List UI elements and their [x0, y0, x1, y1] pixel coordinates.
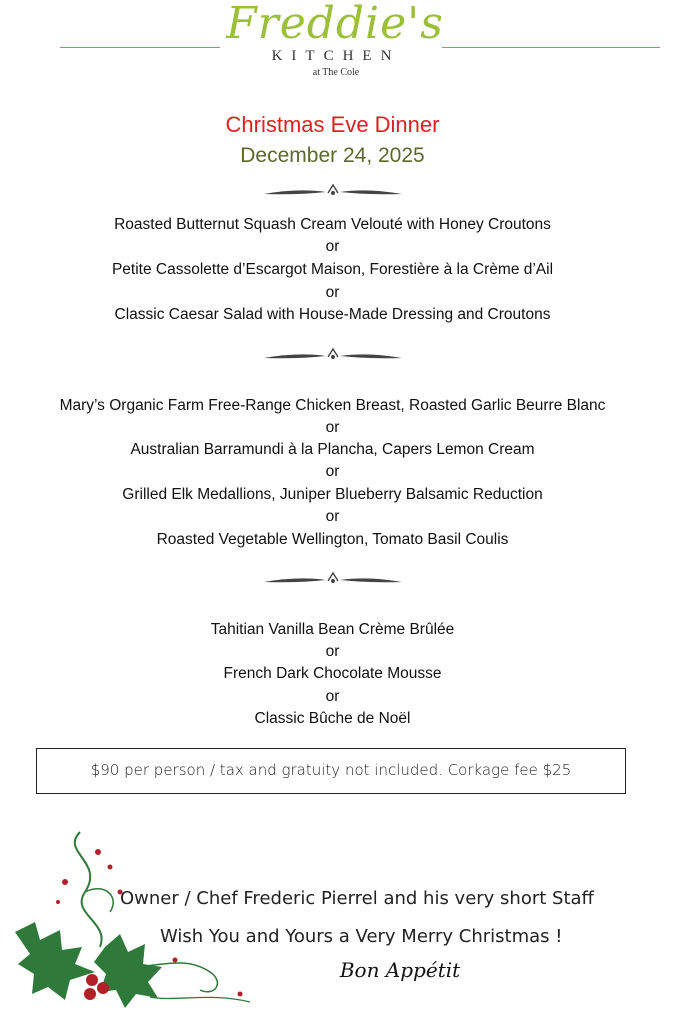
or-separator: or [325, 508, 340, 525]
or-separator: or [325, 419, 340, 436]
or-separator: or [325, 643, 340, 660]
holly-icon [10, 822, 270, 1022]
price-text: $90 per person / tax and gratuity not included. Corkage fee $25 [90, 761, 572, 779]
logo-subtitle: at The Cole [312, 67, 360, 78]
dessert-item: Classic Bûche de Noël [254, 710, 411, 727]
event-title: Christmas Eve Dinner [225, 112, 440, 137]
divider-ornament-icon [262, 570, 404, 586]
or-separator: or [325, 238, 340, 255]
main-item: Mary’s Organic Farm Free-Range Chicken Breast, Roasted Garlic Beurre Blanc [59, 397, 606, 414]
starter-item: Roasted Butternut Squash Cream Velouté with Honey Croutons [114, 216, 551, 233]
main-item: Roasted Vegetable Wellington, Tomato Basil Coulis [156, 531, 509, 548]
starter-item: Classic Caesar Salad with House-Made Dressing and Croutons [114, 306, 551, 323]
main-item: Grilled Elk Medallions, Juniper Blueberry Balsamic Reduction [122, 486, 543, 503]
divider-ornament-icon [262, 346, 404, 362]
logo-script: Freddie's [226, 0, 444, 49]
logo-kitchen: KITCHEN [271, 48, 401, 64]
starter-item: Petite Cassolette d’Escargot Maison, Forestière à la Crème d’Ail [111, 261, 554, 278]
or-separator: or [325, 284, 340, 301]
closing-text: Bon Appétit [339, 958, 461, 982]
main-item: Australian Barramundi à la Plancha, Capers Lemon Cream [130, 441, 535, 458]
price-box [36, 748, 626, 794]
event-date: December 24, 2025 [240, 144, 425, 167]
greeting-line-2: Wish You and Yours a Very Merry Christmas ! [160, 926, 563, 947]
greeting-line-1: Owner / Chef Frederic Pierrel and his very short Staff [120, 888, 594, 909]
or-separator: or [325, 688, 340, 705]
header-rule-left [60, 47, 220, 48]
dessert-item: Tahitian Vanilla Bean Crème Brûlée [210, 621, 455, 638]
dessert-item: French Dark Chocolate Mousse [223, 665, 442, 682]
divider-ornament-icon [262, 182, 404, 198]
header-rule-right [442, 47, 660, 48]
or-separator: or [325, 463, 340, 480]
